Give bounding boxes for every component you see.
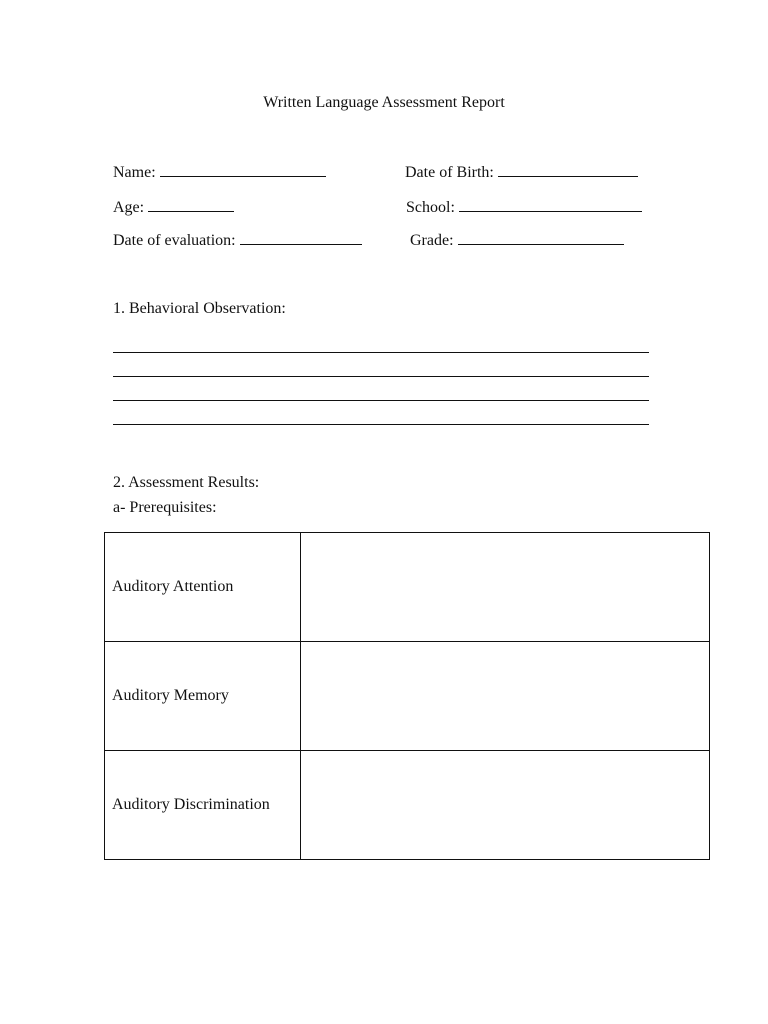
school-label: School: bbox=[406, 199, 455, 216]
name-label: Name: bbox=[113, 164, 156, 181]
page-title: Written Language Assessment Report bbox=[263, 94, 505, 111]
age-field bbox=[113, 197, 234, 217]
row-value-auditory-memory[interactable] bbox=[301, 642, 710, 751]
row-value-auditory-discrimination[interactable] bbox=[301, 751, 710, 860]
date-eval-blank[interactable] bbox=[240, 230, 362, 245]
school-blank[interactable] bbox=[459, 197, 642, 212]
section-behavioral-observation: 1. Behavioral Observation: bbox=[113, 300, 286, 317]
dob-field bbox=[405, 162, 638, 182]
dob-blank[interactable] bbox=[498, 162, 638, 177]
row-label-auditory-memory: Auditory Memory bbox=[105, 642, 301, 751]
row-label-auditory-discrimination: Auditory Discrimination bbox=[105, 751, 301, 860]
school-field bbox=[406, 197, 642, 217]
grade-field bbox=[410, 230, 624, 250]
age-blank[interactable] bbox=[148, 197, 234, 212]
observation-line[interactable] bbox=[113, 352, 649, 353]
observation-line[interactable] bbox=[113, 376, 649, 377]
table-row bbox=[105, 533, 710, 642]
section-prerequisites: a- Prerequisites: bbox=[113, 499, 217, 516]
table-row bbox=[105, 751, 710, 860]
prerequisites-table bbox=[104, 532, 710, 860]
name-field bbox=[113, 162, 326, 182]
grade-label: Grade: bbox=[410, 232, 454, 249]
date-eval-label: Date of evaluation: bbox=[113, 232, 236, 249]
age-label: Age: bbox=[113, 199, 145, 216]
date-eval-field bbox=[113, 230, 362, 250]
section-assessment-results: 2. Assessment Results: bbox=[113, 474, 260, 491]
grade-blank[interactable] bbox=[458, 230, 624, 245]
dob-label: Date of Birth: bbox=[405, 164, 494, 181]
observation-line[interactable] bbox=[113, 424, 649, 425]
name-blank[interactable] bbox=[160, 162, 326, 177]
table-row bbox=[105, 642, 710, 751]
row-value-auditory-attention[interactable] bbox=[301, 533, 710, 642]
row-label-auditory-attention: Auditory Attention bbox=[105, 533, 301, 642]
observation-line[interactable] bbox=[113, 400, 649, 401]
